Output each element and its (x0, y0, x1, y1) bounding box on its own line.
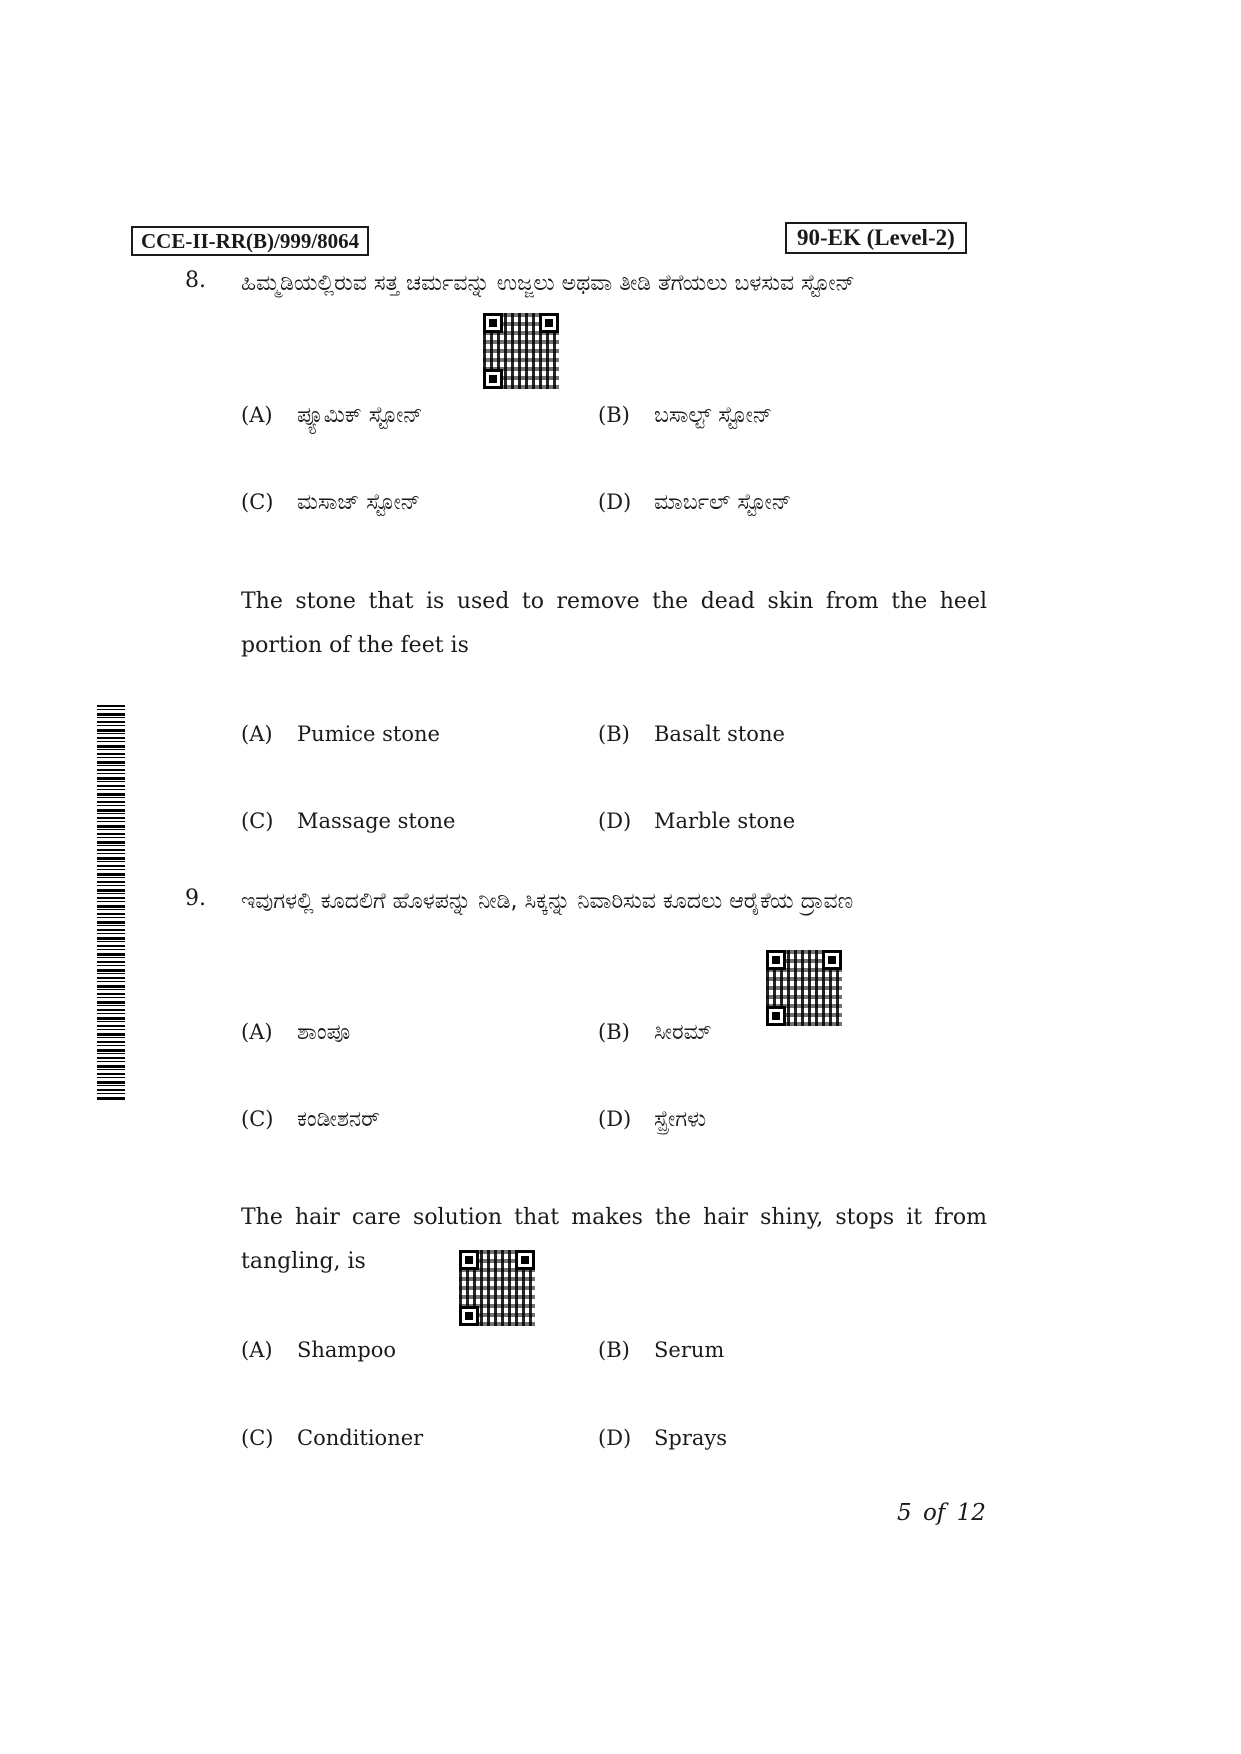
option-d-english (598, 1426, 727, 1450)
option-text: Marble stone (654, 809, 796, 833)
option-text: Pumice stone (297, 722, 440, 746)
qr-code-icon (766, 950, 842, 1026)
option-text: Massage stone (297, 809, 456, 833)
option-text: ಸೀರಮ್ (654, 1020, 712, 1045)
option-c-english (241, 1426, 423, 1450)
barcode-icon (97, 705, 125, 1100)
option-text: ಪ್ಯೂಮಿಕ್ ಸ್ಟೋನ್ (297, 403, 423, 428)
option-letter: (C) (241, 1107, 274, 1131)
option-text: ಮಸಾಜ್ ಸ್ಟೋನ್ (297, 490, 421, 515)
option-letter: (D) (598, 1426, 632, 1450)
option-letter: (C) (241, 490, 274, 514)
exam-code: 90-EK (Level-2) (785, 222, 967, 254)
option-text: Shampoo (297, 1338, 397, 1362)
option-letter: (A) (241, 722, 273, 746)
option-a-english (241, 722, 440, 746)
option-letter: (B) (598, 1020, 630, 1044)
qr-code-icon (459, 1250, 535, 1326)
option-letter: (B) (598, 1338, 630, 1362)
question-number: 8. (185, 268, 206, 293)
option-c-kannada (241, 1107, 380, 1132)
option-c-english (241, 809, 455, 833)
option-letter: (A) (241, 1020, 273, 1044)
option-letter: (D) (598, 809, 632, 833)
question-number: 9. (185, 886, 206, 911)
option-letter: (D) (598, 490, 632, 514)
option-text: Basalt stone (654, 722, 785, 746)
option-text: ಬಸಾಲ್ಟ್ ಸ್ಟೋನ್ (654, 403, 773, 428)
option-text: Serum (654, 1338, 725, 1362)
option-b-english (598, 722, 785, 746)
question-stem-kannada: ಇವುಗಳಲ್ಲಿ ಕೂದಲಿಗೆ ಹೊಳಪನ್ನು ನೀಡಿ, ಸಿಕ್ಕನ್ನು ನಿವಾರಿಸುವ ಕೂದಲು ಆರೈಕೆಯ ದ್ರಾವಣ (241, 889, 854, 914)
option-letter: (B) (598, 403, 630, 427)
qr-code-icon (483, 313, 559, 389)
option-letter: (A) (241, 403, 273, 427)
option-c-kannada (241, 490, 420, 515)
option-d-kannada (598, 1107, 706, 1132)
option-text: ಶಾಂಪೂ (297, 1020, 351, 1045)
page-number: 5 of 12 (897, 1500, 986, 1526)
option-text: Conditioner (297, 1426, 424, 1450)
question-stem-kannada: ಹಿಮ್ಮಡಿಯಲ್ಲಿರುವ ಸತ್ತ ಚರ್ಮವನ್ನು ಉಜ್ಜಲು ಅಥವಾ ತೀಡಿ ತೆಗೆಯಲು ಬಳಸುವ ಸ್ಟೋನ್ (241, 271, 855, 296)
question-stem-english: The stone that is used to remove the dead skin from the heel portion of the feet is (241, 589, 987, 658)
option-d-kannada (598, 490, 791, 515)
option-a-kannada (241, 1020, 350, 1045)
option-a-english (241, 1338, 396, 1362)
option-letter: (C) (241, 809, 274, 833)
option-letter: (A) (241, 1338, 273, 1362)
option-text: ಕಂಡೀಶನರ್ (297, 1107, 380, 1132)
option-letter: (C) (241, 1426, 274, 1450)
option-letter: (B) (598, 722, 630, 746)
option-text: Sprays (654, 1426, 728, 1450)
option-b-kannada (598, 1020, 712, 1045)
option-b-kannada (598, 403, 772, 428)
option-d-english (598, 809, 795, 833)
paper-code: CCE-II-RR(B)/999/8064 (131, 226, 369, 256)
option-letter: (D) (598, 1107, 632, 1131)
option-b-english (598, 1338, 724, 1362)
option-text: ಮಾರ್ಬಲ್ ಸ್ಟೋನ್ (654, 490, 792, 515)
option-text: ಸ್ಪ್ರೇಗಳು (654, 1107, 707, 1132)
question-stem-english: The hair care solution that makes the hair shiny, stops it from tangling, is (241, 1205, 987, 1274)
option-a-kannada (241, 403, 423, 428)
